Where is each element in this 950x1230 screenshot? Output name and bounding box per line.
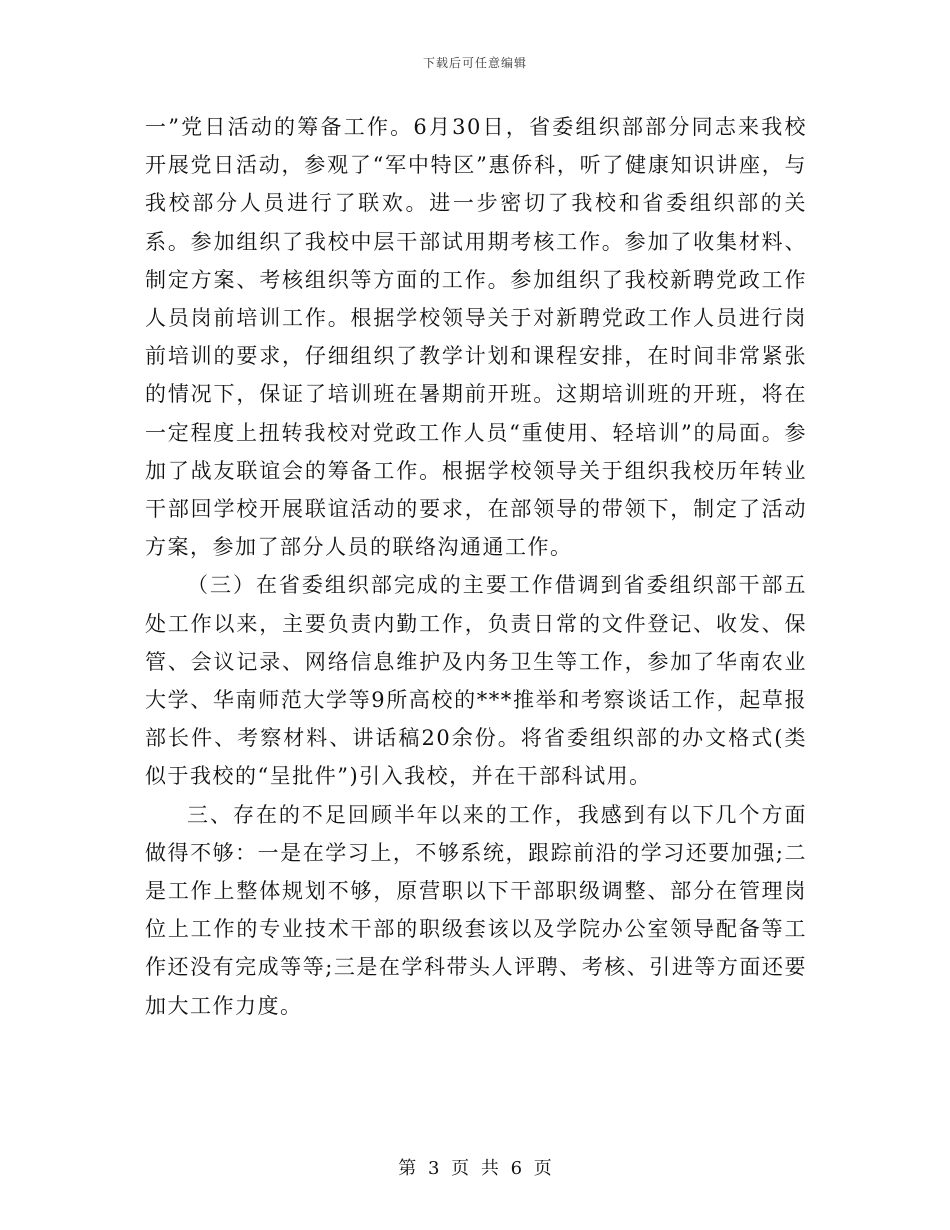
paragraph-2: （三）在省委组织部完成的主要工作借调到省委组织部干部五处工作以来，主要负责内勤工作，负责日常的文件登记、收发、保管、会议记录、网络信息维护及内务卫生等工作，参加了华南农业大学、华南师范大学等9所高校的***推举和考察谈话工作，起草报部长件、考察材料、讲话稿20余份。将省委组织部的办文格式(类似于我校的“呈批件”)引入我校，并在干部科试用。 <box>145 573 807 789</box>
paragraph-3: 三、存在的不足回顾半年以来的工作，我感到有以下几个方面做得不够：一是在学习上，不够系统，跟踪前沿的学习还要加强;二是工作上整体规划不够，原营职以下干部职级调整、部分在管理岗位上工作的专业技术干部的职级套该以及学院办公室领导配备等工作还没有完成等等;三是在学科带头人评聘、考核、引进等方面还要加大工作力度。 <box>145 802 807 1018</box>
paragraph-1: 一”党日活动的筹备工作。6月30日，省委组织部部分同志来我校开展党日活动，参观了“军中特区”惠侨科，听了健康知识讲座，与我校部分人员进行了联欢。进一步密切了我校和省委组织部的关系。参加组织了我校中层干部试用期考核工作。参加了收集材料、制定方案、考核组织等方面的工作。参加组织了我校新聘党政工作人员岗前培训工作。根据学校领导关于对新聘党政工作人员进行岗前培训的要求，仔细组织了教学计划和课程安排，在时间非常紧张的情况下，保证了培训班在暑期前开班。这期培训班的开班，将在一定程度上扭转我校对党政工作人员“重使用、轻培训”的局面。参加了战友联谊会的筹备工作。根据学校领导关于组织我校历年转业干部回学校开展联谊活动的要求，在部领导的带领下，制定了活动方案，参加了部分人员的联络沟通通工作。 <box>145 115 807 560</box>
document-body <box>145 108 807 1025</box>
page-number: 第 3 页 共 6 页 <box>398 1158 552 1179</box>
header-note: 下载后可任意编辑 <box>422 56 527 70</box>
